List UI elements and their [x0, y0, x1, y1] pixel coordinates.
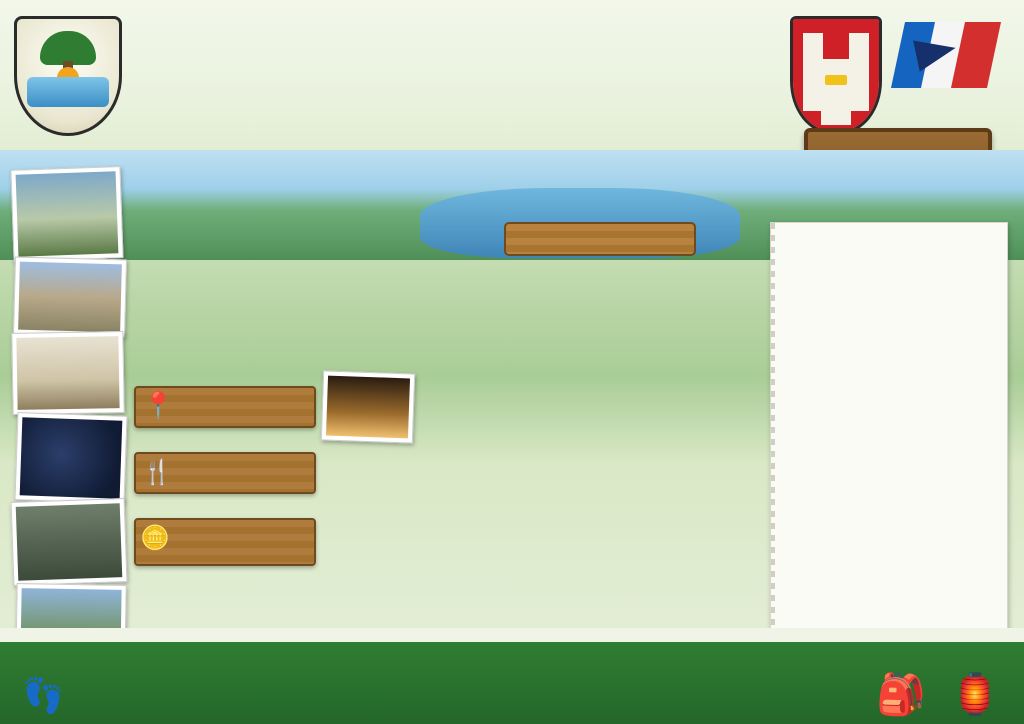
footer-divider	[0, 628, 1024, 642]
photo-castle	[10, 166, 123, 262]
rokycany-crest	[790, 16, 882, 134]
footprints-icon: 👣	[22, 677, 65, 715]
photo-bowling	[11, 331, 124, 415]
photo-candles	[321, 370, 415, 443]
intro-text-block	[140, 176, 492, 185]
photo-planetarium	[14, 412, 127, 504]
photo-train	[11, 498, 128, 586]
photo-elephants	[13, 257, 127, 338]
forest-illustration	[0, 152, 1024, 232]
program-heading	[504, 222, 696, 256]
crest-water-icon	[27, 77, 109, 107]
crest-tree-icon	[40, 31, 96, 65]
crest-tower-right-icon	[849, 33, 869, 111]
lantern-icon: 🏮	[950, 673, 1000, 717]
crest-wall-icon	[821, 59, 851, 125]
backpack-icon: 🎒	[876, 673, 926, 717]
divoka-orlice-crest	[14, 16, 122, 136]
cutlery-icon: 🍴	[142, 459, 172, 486]
crest-gate-icon	[825, 75, 847, 85]
pionyr-flag-icon	[898, 22, 1006, 90]
location-pin-icon: 📍	[142, 390, 175, 420]
notes-panel	[770, 222, 1008, 636]
crest-tower-left-icon	[803, 33, 823, 111]
program-panel	[498, 222, 760, 626]
coins-icon: 🪙	[140, 525, 170, 552]
pionyr-logo	[892, 22, 1012, 93]
footer	[0, 642, 1024, 724]
